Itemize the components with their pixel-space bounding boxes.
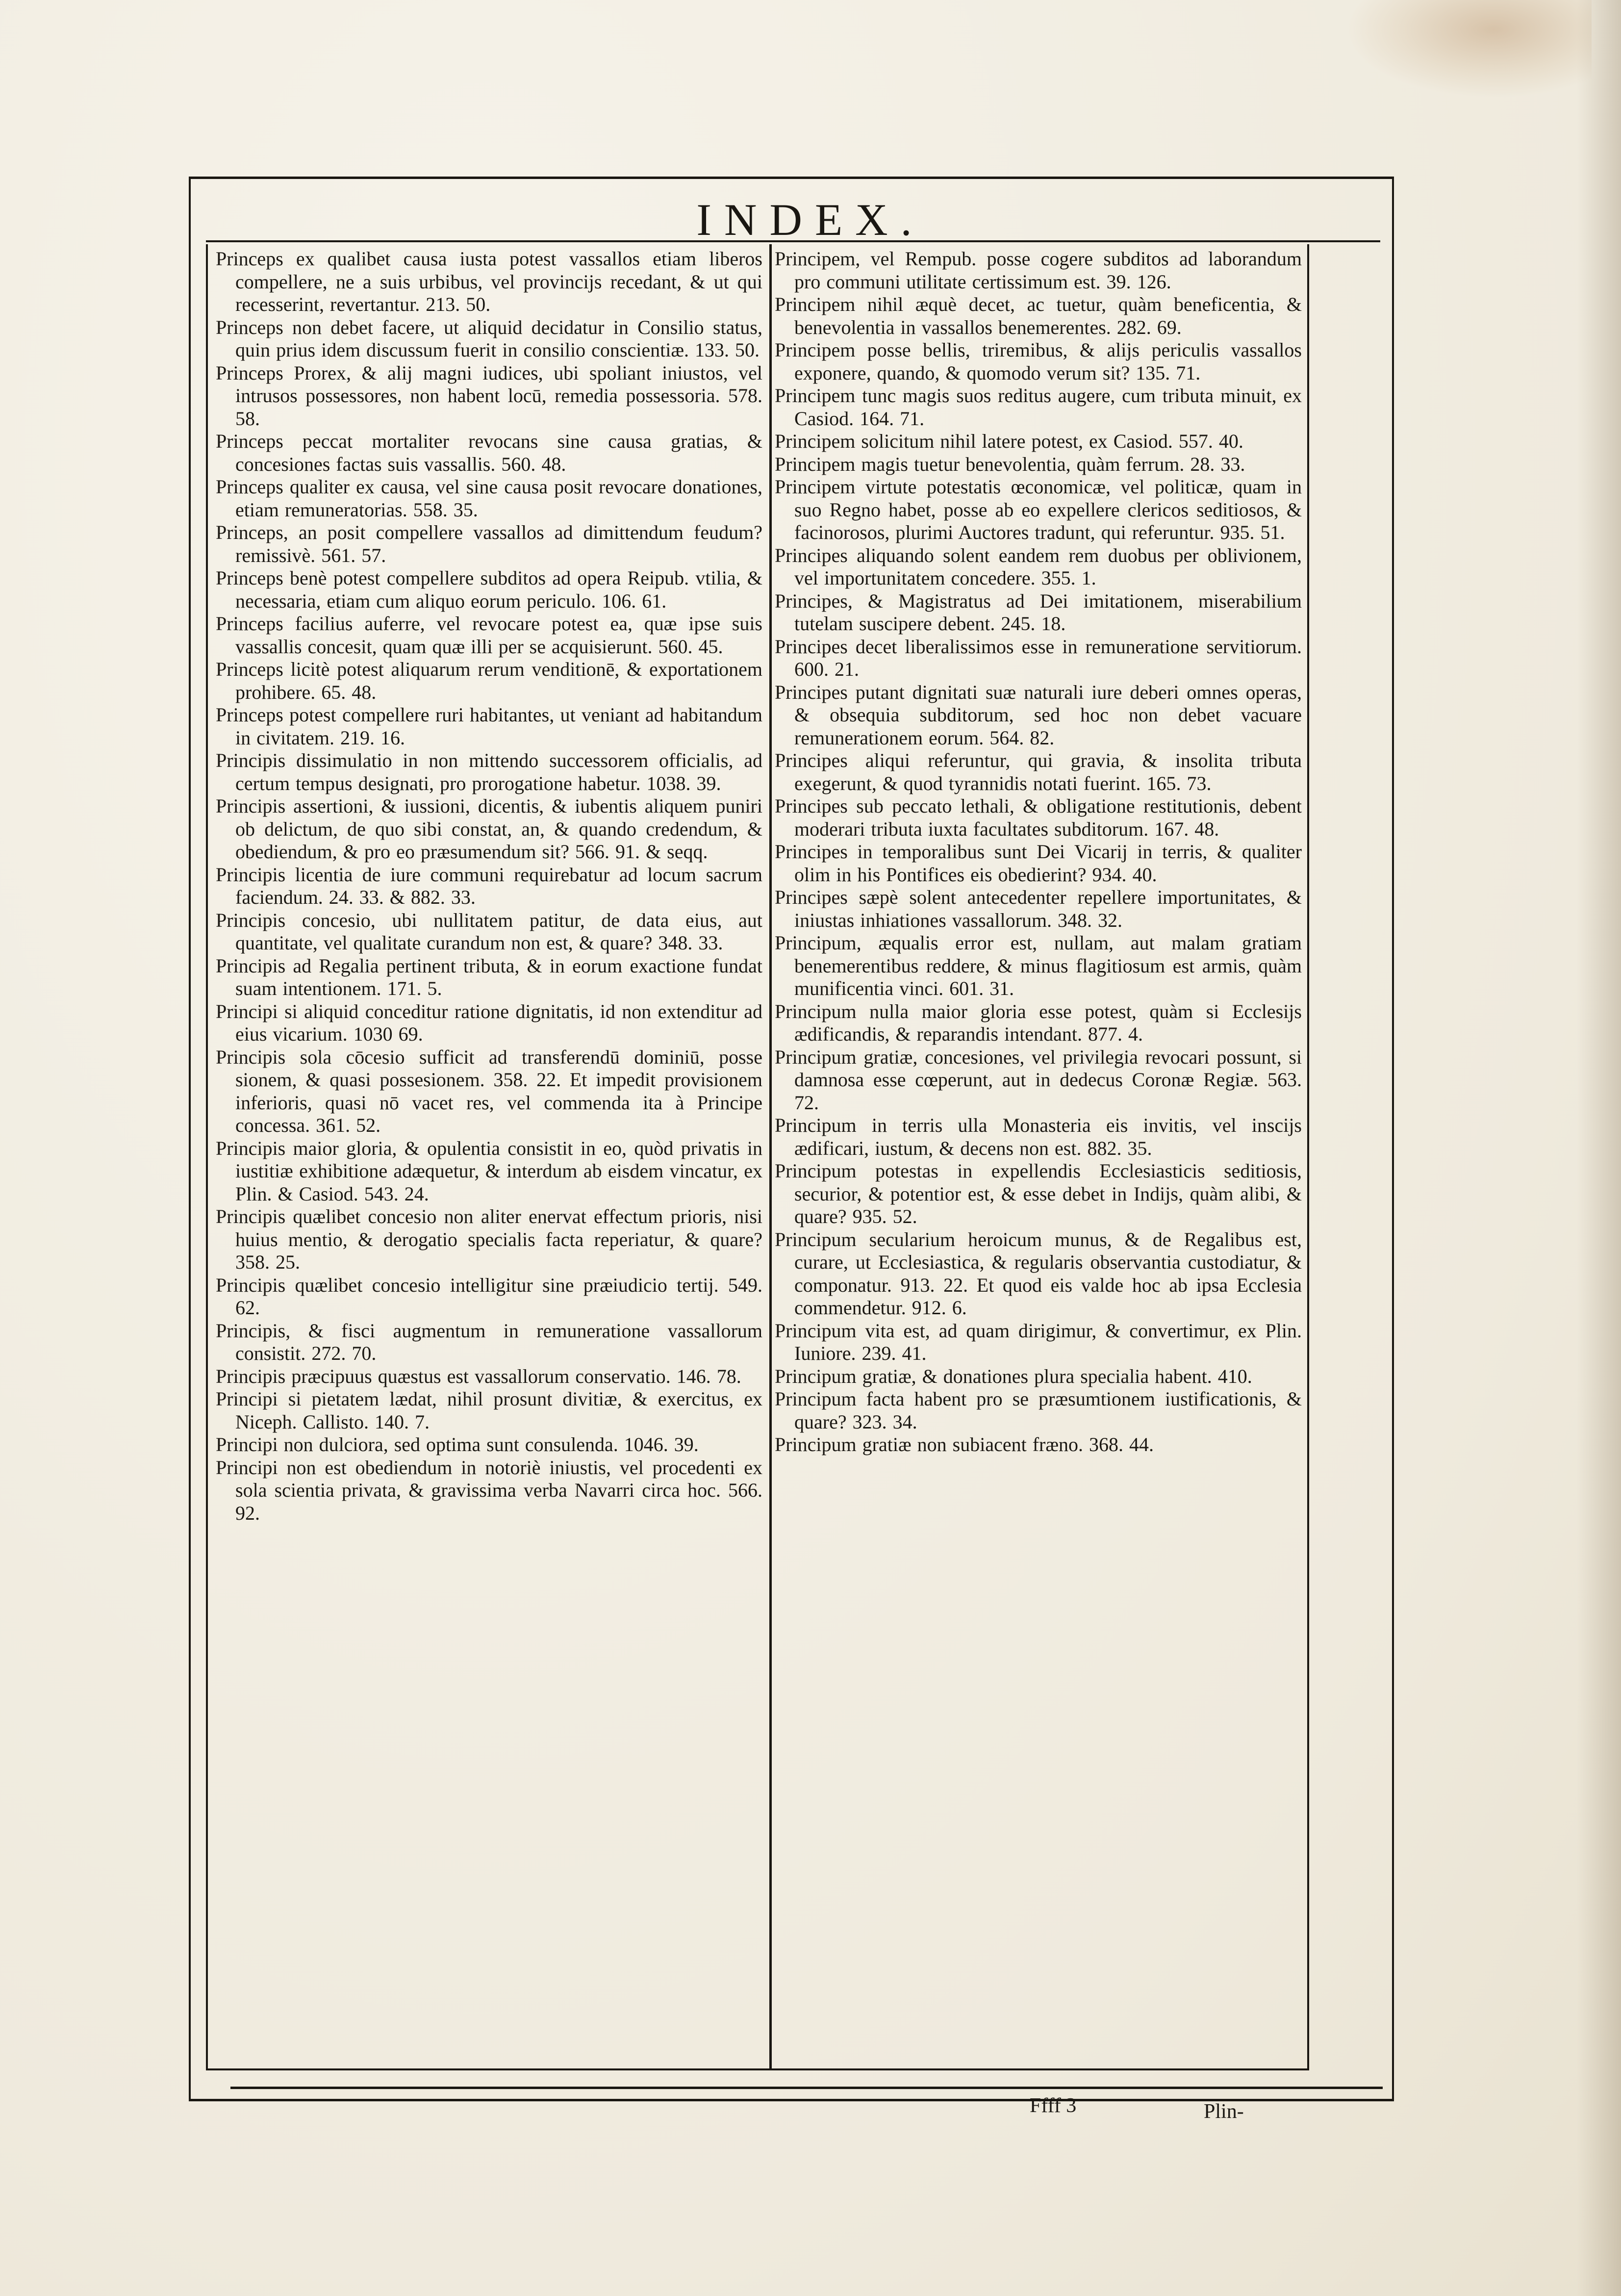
index-entry: Principum nulla maior gloria esse potest, quàm si Ecclesijs ædificandis, & reparandis intendant. 877. 4.	[775, 1000, 1302, 1045]
index-entry: Principum in terris ulla Monasteria eis invitis, vel inscijs ædificari, iustum, & decens non est. 882. 35.	[775, 1114, 1302, 1159]
index-entry: Principum gratiæ non subiacent fræno. 368. 44.	[775, 1433, 1154, 1455]
index-entry: Princeps non debet facere, ut aliquid decidatur in Consilio status, quin prius idem discussum fuerit in consilio conscientiæ. 133. 50.	[216, 316, 762, 361]
index-entry: Principem solicitum nihil latere potest, ex Casiod. 557. 40.	[775, 430, 1243, 452]
index-entry: Principem virtute potestatis œconomicæ, vel politicæ, quam in suo Regno habet, posse ab eo expellere clericos seditiosos, & facinorosos, plurimi Auctores tradunt, qui referuntur. 935. 51.	[775, 476, 1302, 543]
index-entry: Princeps facilius auferre, vel revocare potest ea, quæ ipse suis vassallis concesit, quam quæ illi per se acquisierunt. 560. 45.	[216, 612, 762, 658]
index-entry: Principis maior gloria, & opulentia consistit in eo, quòd privatis in iustitiæ exhibitione adæquetur, & interdum ab eisdem vincatur, ex Plin. & Casiod. 543. 24.	[216, 1137, 762, 1205]
index-entry: Principis concesio, ubi nullitatem patitur, de data eius, aut quantitate, vel qualitate curandum non est, & quare? 348. 33.	[216, 909, 762, 954]
right-column	[775, 248, 1302, 1456]
left-column	[216, 248, 762, 1525]
index-entry: Principis sola cōcesio sufficit ad transferendū dominiū, posse sionem, & quasi possesionem. 358. 22. Et impedit provisionem inferioris, quasi nō vacet res, vel commenda ita à Principe concessa. 361. 52.	[216, 1046, 762, 1136]
signature-mark: Ffff 3	[1030, 2094, 1077, 2117]
index-entry: Princeps peccat mortaliter revocans sine causa gratias, & concesiones factas suis vassallis. 560. 48.	[216, 430, 762, 475]
footer-rule	[230, 2087, 1383, 2089]
title-rule	[206, 240, 1380, 242]
index-entry: Principum gratiæ, & donationes plura specialia habent. 410.	[775, 1365, 1252, 1387]
index-entry: Principum, æqualis error est, nullam, aut malam gratiam benemerentibus reddere, & minus flagitiosum est armis, quàm munificentia vinci. 601. 31.	[775, 932, 1302, 999]
index-entry: Principes aliqui referuntur, qui gravia, & insolita tributa exegerunt, & quod tyrannidis notati fuerint. 165. 73.	[775, 749, 1302, 794]
index-entry: Principes aliquando solent eandem rem duobus per oblivionem, vel importunitatem concedere. 355. 1.	[775, 544, 1302, 589]
index-entry: Principem nihil æquè decet, ac tuetur, quàm beneficentia, & benevolentia in vassallos benemerentes. 282. 69.	[775, 293, 1302, 338]
index-entry: Principi non est obediendum in notoriè iniustis, vel procedenti ex sola scientia privata, & gravissima verba Navarri circa hoc. 566. 92.	[216, 1456, 762, 1524]
index-entry: Principis assertioni, & iussioni, dicentis, & iubentis aliquem puniri ob delictum, de quo sibi constat, an, & quando credendum, & obediendum, & pro eo præsumendum sit? 566. 91. & seqq.	[216, 795, 762, 863]
index-entry: Princeps ex qualibet causa iusta potest vassallos etiam liberos compellere, ne a suis urbibus, vel provincijs recedant, & ut qui recesserint, revertantur. 213. 50.	[216, 248, 762, 315]
index-entry: Principis quælibet concesio non aliter enervat effectum prioris, nisi huius mentio, & derogatio specialis facta reperiatur, & quare? 358. 25.	[216, 1205, 762, 1273]
index-entry: Princeps qualiter ex causa, vel sine causa posit revocare donationes, etiam remuneratorias. 558. 35.	[216, 476, 762, 521]
index-entry: Principum vita est, ad quam dirigimur, & convertimur, ex Plin. Iuniore. 239. 41.	[775, 1319, 1302, 1364]
index-entry: Principes decet liberalissimos esse in remuneratione servitiorum. 600. 21.	[775, 635, 1302, 680]
index-entry: Principum gratiæ, concesiones, vel privilegia revocari possunt, si damnosa esse cœperunt, aut in dedecus Coronæ Regiæ. 563. 72.	[775, 1046, 1302, 1114]
paper-stain	[1346, 0, 1592, 98]
index-entry: Principis quælibet concesio intelligitur sine præiudicio tertij. 549. 62.	[216, 1274, 762, 1319]
index-entry: Principum facta habent pro se præsumtionem iustificationis, & quare? 323. 34.	[775, 1388, 1302, 1433]
index-entry: Principem, vel Rempub. posse cogere subditos ad laborandum pro communi utilitate certissimum est. 39. 126.	[775, 248, 1302, 293]
index-entry: Princeps, an posit compellere vassallos ad dimittendum feudum? remissivè. 561. 57.	[216, 521, 762, 566]
index-entry: Principes sub peccato lethali, & obligatione restitutionis, debent moderari tributa iuxta facultates subditorum. 167. 48.	[775, 795, 1302, 840]
index-entry: Princeps licitè potest aliquarum rerum venditionē, & exportationem prohibere. 65. 48.	[216, 658, 762, 703]
index-entry: Principi si pietatem lædat, nihil prosunt divitiæ, & exercitus, ex Niceph. Callisto. 140. 7.	[216, 1388, 762, 1433]
index-entry: Principem posse bellis, triremibus, & alijs periculis vassallos exponere, quando, & quomodo verum sit? 135. 71.	[775, 339, 1302, 384]
index-entry: Principi non dulciora, sed optima sunt consulenda. 1046. 39.	[216, 1433, 699, 1455]
index-entry: Princeps potest compellere ruri habitantes, ut veniant ad habitandum in civitatem. 219. 16.	[216, 704, 762, 749]
index-entry: Principi si aliquid conceditur ratione dignitatis, id non extenditur ad eius vicarium. 1030 69.	[216, 1000, 762, 1045]
page-edge-shadow	[1577, 0, 1621, 2296]
index-entry: Principes putant dignitati suæ naturali iure deberi omnes operas, & obsequia subditorum, sed hoc non debet vacuare remunerationem eorum. 564. 82.	[775, 681, 1302, 749]
index-entry: Principes in temporalibus sunt Dei Vicarij in terris, & qualiter olim in his Pontifices eis obedierint? 934. 40.	[775, 841, 1302, 886]
index-entry: Principis ad Regalia pertinent tributa, & in eorum exactione fundat suam intentionem. 171. 5.	[216, 954, 762, 999]
index-entry: Principem magis tuetur benevolentia, quàm ferrum. 28. 33.	[775, 453, 1245, 475]
index-entry: Principum secularium heroicum munus, & de Regalibus est, curare, ut Ecclesiastica, & regularis observantia custodiatur, & componatur. 913. 22. Et quod eis valde hoc ab ipsa Ecclesia commendetur. 912. 6.	[775, 1228, 1302, 1319]
index-entry: Principem tunc magis suos reditus augere, cum tributa minuit, ex Casiod. 164. 71.	[775, 384, 1302, 430]
page-title: INDEX.	[696, 195, 925, 245]
index-entry: Principis licentia de iure communi requirebatur ad locum sacrum faciendum. 24. 33. & 882. 33.	[216, 863, 762, 908]
index-entry: Princeps Prorex, & alij magni iudices, ubi spoliant iniustos, vel intrusos possessores, non habent locū, remedia possessoria. 578. 58.	[216, 361, 762, 430]
index-entry: Principis, & fisci augmentum in remuneratione vassallorum consistit. 272. 70.	[216, 1319, 762, 1364]
index-entry: Principum potestas in expellendis Ecclesiasticis seditiosis, securior, & potentior est, & esse debet in Indijs, quàm alibi, & quare? 935. 52.	[775, 1160, 1302, 1227]
index-entry: Principes sæpè solent antecedenter repellere importunitates, & iniustas inhiationes vassallorum. 348. 32.	[775, 886, 1302, 931]
index-entry: Principes, & Magistratus ad Dei imitationem, miserabilium tutelam suscipere debent. 245. 18.	[775, 589, 1302, 635]
index-entry: Principis dissimulatio in non mittendo successorem officialis, ad certum tempus designati, pro prorogatione habetur. 1038. 39.	[216, 749, 762, 794]
index-entry: Principis præcipuus quæstus est vassallorum conservatio. 146. 78.	[216, 1365, 741, 1387]
index-entry: Princeps benè potest compellere subditos ad opera Reipub. vtilia, & necessaria, etiam cum aliquo eorum periculo. 106. 61.	[216, 567, 762, 612]
catchword: Plin-	[1204, 2100, 1244, 2123]
